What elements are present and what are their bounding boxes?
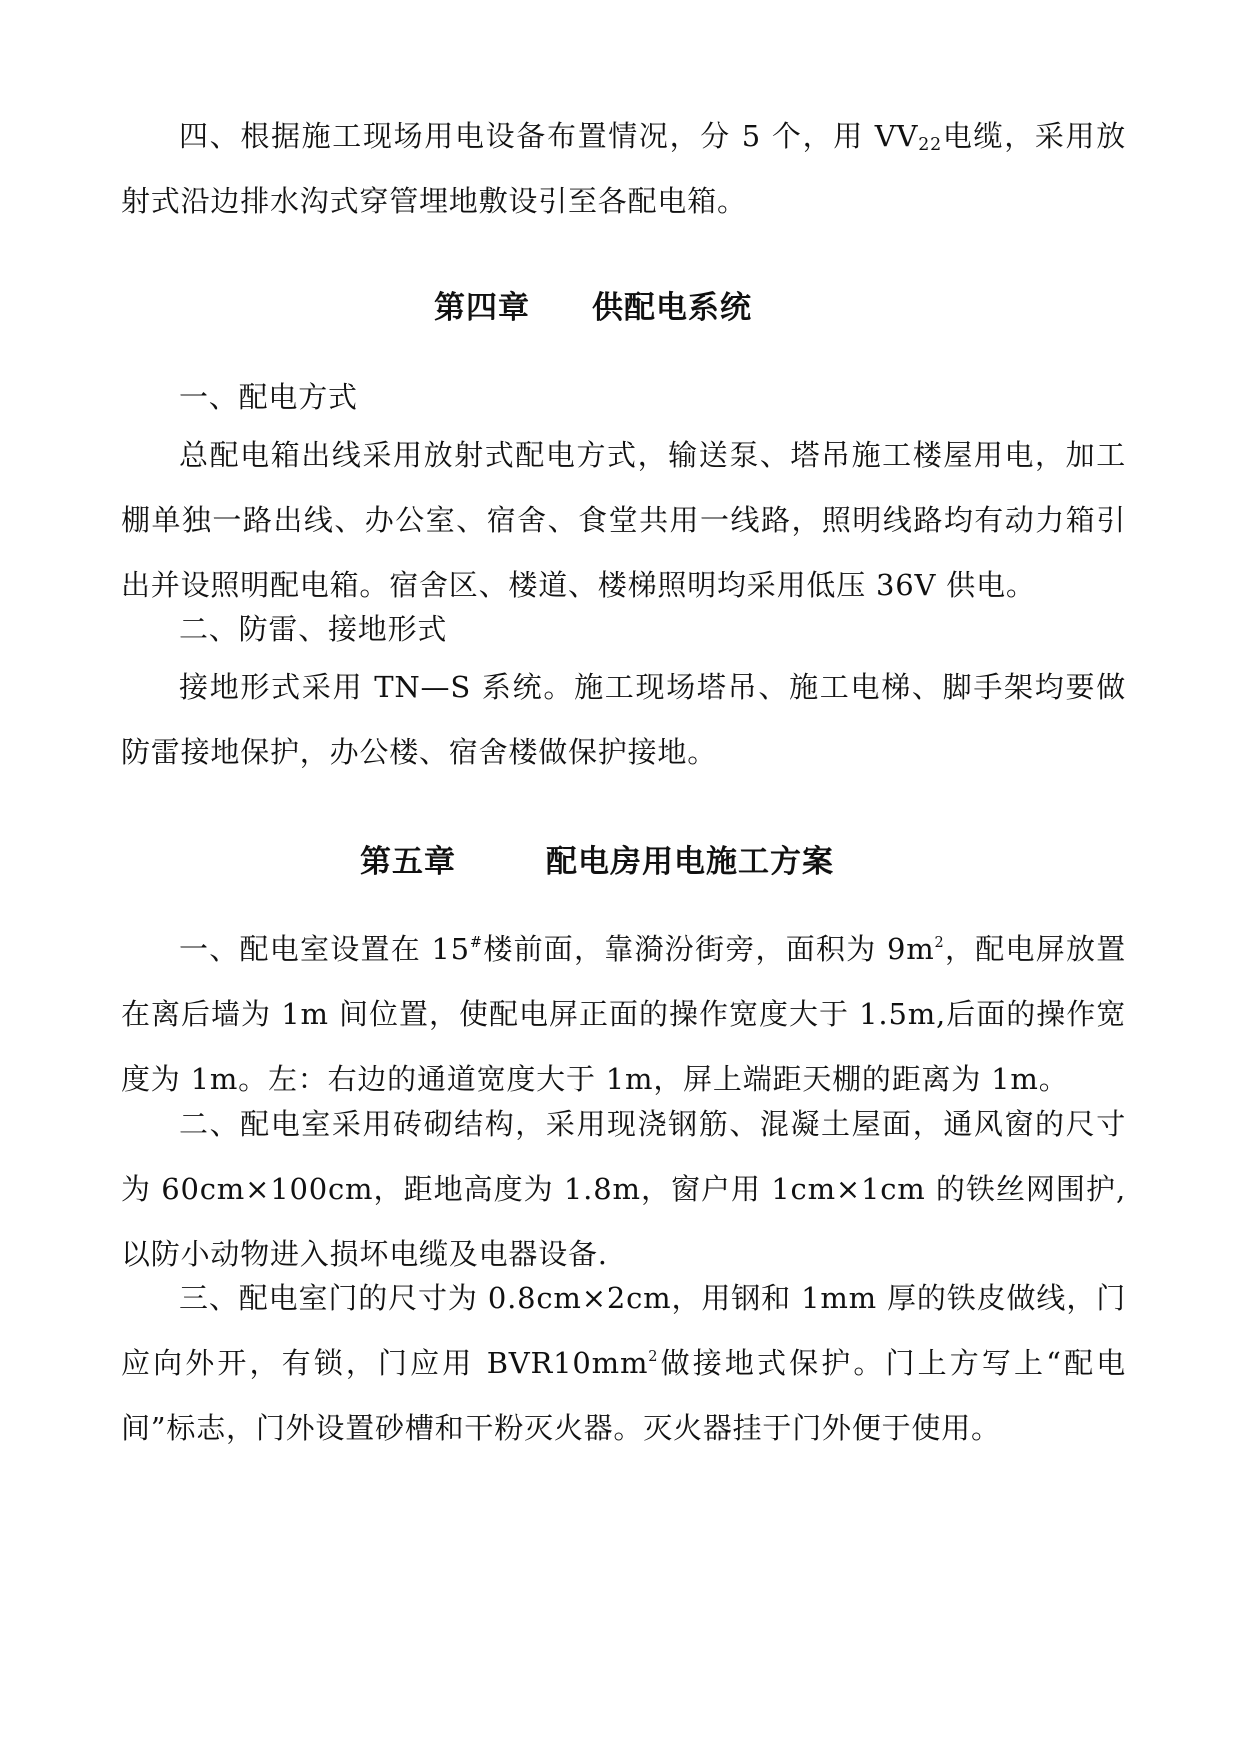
ch5p1-sup-2: 2 <box>934 935 945 951</box>
item4-subscript: 22 <box>918 135 943 155</box>
chapter4-title: 供配电系统 <box>592 290 752 326</box>
paragraph-item-4 <box>121 104 1126 234</box>
ch5p1-sup-hash: # <box>469 935 483 951</box>
chapter5-heading <box>360 842 834 882</box>
ch5p3-text-a: 三、配电室门的尺寸为 0.8cm×2cm，用钢和 1mm 厚的铁皮做线，门应向外开，有锁，门应用 BVR10mm <box>121 1281 1126 1380</box>
chapter4-number: 第四章 <box>434 290 530 326</box>
chapter4-heading <box>434 288 752 328</box>
chapter5-paragraph-2: 二、配电室采用砖砌结构，采用现浇钢筋、混凝土屋面，通风窗的尺寸为 60cm×100cm，距地高度为 1.8m，窗户用 1cm×1cm 的铁丝网围护, 以防小动物进入损坏电缆及电器设备. <box>121 1107 1126 1271</box>
item4-text-after: 电缆，采用放射式沿边排水沟式穿管埋地敷设引至各配电箱。 <box>121 119 1126 218</box>
chapter5-number: 第五章 <box>360 844 456 880</box>
chapter4-paragraph-2: 接地形式采用 TN—S 系统。施工现场塔吊、施工电梯、脚手架均要做防雷接地保护，办公楼、宿舍楼做保护接地。 <box>121 670 1126 769</box>
chapter5-paragraph-1 <box>121 917 1126 1112</box>
chapter5-title: 配电房用电施工方案 <box>546 844 834 880</box>
ch5p1-text-b: 楼前面，靠漪汾街旁，面积为 9m <box>482 932 935 966</box>
chapter4-subheading-1: 一、配电方式 <box>179 380 358 414</box>
ch5p1-text-a: 一、配电室设置在 15 <box>179 932 470 966</box>
chapter4-subheading-2: 二、防雷、接地形式 <box>179 612 448 646</box>
ch5p3-text-b: 做接地式保护。门上方写上“配电间”标志，门外设置砂槽和干粉灭火器。灭火器挂于门外便于使用。 <box>121 1346 1126 1445</box>
ch5p1-text-c: ，配电屏放置在离后墙为 1m 间位置，使配电屏正面的操作宽度大于 1.5m,后面的操作宽度为 1m。左：右边的通道宽度大于 1m，屏上端距天棚的距离为 1m。 <box>121 932 1126 1096</box>
ch5p3-sup-2: 2 <box>648 1349 659 1365</box>
chapter5-paragraph-3 <box>121 1266 1126 1461</box>
item4-text-before: 四、根据施工现场用电设备布置情况，分 5 个，用 VV <box>179 119 919 153</box>
chapter4-paragraph-1: 总配电箱出线采用放射式配电方式，输送泵、塔吊施工楼屋用电，加工棚单独一路出线、办公室、宿舍、食堂共用一线路，照明线路均有动力箱引出并设照明配电箱。宿舍区、楼道、楼梯照明均采用低压 36V 供电。 <box>121 438 1126 602</box>
